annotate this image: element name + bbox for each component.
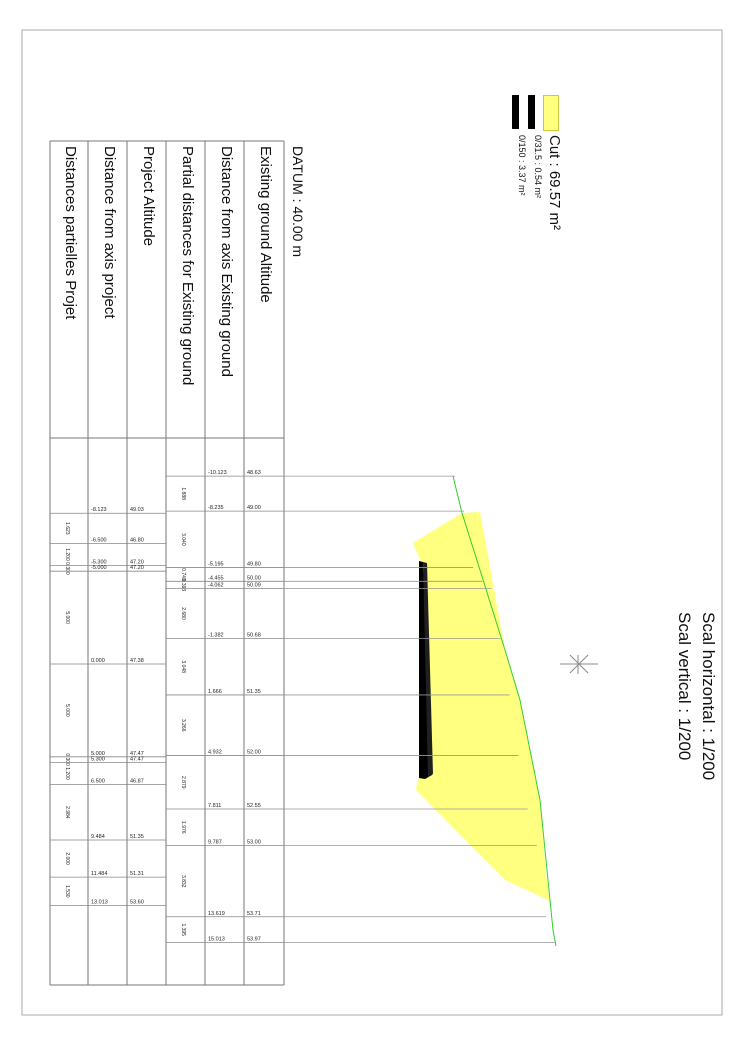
existing-altitude-value: 53.97 [247, 936, 261, 943]
project-distance-value: 5.000 [91, 750, 105, 757]
existing-altitude-value: 52.55 [247, 802, 261, 809]
existing-distance-value: -1.382 [208, 632, 224, 639]
project-partial-value: 5.000 [64, 611, 70, 624]
existing-partial-value: 3.832 [180, 874, 186, 888]
existing-altitude-value: 50.68 [247, 632, 261, 639]
project-altitude-value: 47.38 [130, 658, 144, 664]
project-partial-value: 1.530 [64, 885, 70, 898]
project-distance-value: -8.123 [91, 507, 107, 514]
existing-partial-value: 2.680 [180, 607, 186, 620]
row-label-existing-partial: Partial distances for Existing ground [179, 146, 196, 386]
existing-partial-value: 3.048 [180, 660, 186, 673]
existing-partial-value: 3.266 [180, 718, 186, 732]
layer2-swatch [512, 95, 519, 129]
existing-distance-value: -10.123 [208, 470, 227, 477]
project-altitude-value: 46.80 [130, 537, 144, 544]
row-label-project-altitude: Project Altitude [140, 146, 157, 247]
existing-partial-value: 0.393 [180, 578, 186, 592]
scale-title [672, 612, 720, 780]
project-altitude-value: 47.47 [130, 756, 144, 763]
row-label-existing-distance: Distance from axis Existing ground [218, 146, 235, 377]
existing-distance-value: 1.666 [208, 688, 222, 695]
existing-altitude-value: 53.71 [247, 910, 261, 917]
existing-distance-value: -8.235 [208, 505, 224, 512]
project-distance-value: 0.000 [91, 658, 105, 664]
project-partial-value: 5.000 [64, 704, 70, 717]
project-partial-value: 1.200 [64, 767, 70, 780]
existing-distance-value: 13.619 [208, 910, 225, 917]
existing-distance-value: -4.062 [208, 582, 224, 589]
project-altitude-value: 51.31 [130, 871, 144, 878]
existing-partial-value: 0.740 [180, 568, 186, 581]
scale-vertical: Scal vertical : 1/200 [675, 612, 694, 761]
existing-altitude-value: 50.09 [247, 582, 261, 589]
existing-partial-value: 1.395 [180, 923, 186, 936]
layer1-swatch [528, 95, 535, 129]
datum-label: DATUM : 40.00 m [290, 146, 306, 257]
existing-distance-value: 4.932 [208, 749, 222, 756]
project-altitude-value: 47.20 [130, 559, 144, 566]
existing-distance-value: -4.455 [208, 575, 224, 582]
existing-partial-value: 1.976 [180, 821, 186, 834]
existing-partial-value: 1.888 [180, 487, 186, 500]
project-partial-value: 2.984 [64, 806, 70, 819]
project-distance-value: -5.300 [91, 559, 107, 566]
project-partial-value: 1.200 [64, 548, 70, 561]
existing-altitude-value: 51.35 [247, 688, 261, 695]
project-distance-value: 5.300 [91, 756, 105, 763]
existing-altitude-value: 53.00 [247, 839, 261, 846]
project-altitude-value: 46.87 [130, 778, 144, 785]
project-distance-value: 6.500 [91, 778, 105, 785]
project-distance-value: -6.500 [91, 537, 107, 544]
project-distance-value: 9.484 [91, 834, 105, 841]
layer1-label: 0/31.5 : 0.54 m² [533, 135, 543, 199]
existing-altitude-value: 52.00 [247, 749, 261, 756]
scale-horizontal: Scal horizontal : 1/200 [699, 612, 718, 781]
project-altitude-value: 51.35 [130, 834, 144, 841]
cut-label: Cut : 69.57 m² [546, 135, 563, 231]
cut-swatch [543, 95, 559, 131]
existing-altitude-value: 48.63 [247, 470, 261, 477]
project-altitude-value: 49.03 [130, 507, 144, 514]
project-distance-value: 13.013 [91, 899, 108, 906]
existing-partial-value: 2.879 [180, 775, 186, 789]
existing-altitude-value: 49.00 [247, 505, 261, 512]
project-partial-value: 0.300 [64, 562, 70, 575]
row-label-project-partial: Distances partielles Projet [62, 146, 79, 320]
project-distance-value: -5.000 [91, 565, 107, 572]
project-partial-value: 1.623 [64, 522, 70, 535]
project-altitude-value: 53.60 [130, 899, 144, 906]
row-label-existing-altitude: Existing ground Altitude [257, 146, 274, 303]
existing-distance-value: 7.811 [208, 802, 222, 809]
project-altitude-value: 47.47 [130, 750, 144, 757]
layer2-label: 0/150 : 3.37 m² [517, 135, 527, 196]
existing-altitude-value: 50.00 [247, 575, 261, 582]
project-altitude-value: 47.20 [130, 565, 144, 572]
existing-altitude-value: 49.80 [247, 561, 261, 568]
project-distance-value: 11.484 [91, 871, 108, 878]
axis-symbol [560, 655, 598, 674]
existing-partial-value: 3.040 [180, 533, 186, 546]
project-partial-value: 2.000 [64, 852, 70, 865]
row-label-project-distance: Distance from axis project [101, 146, 118, 319]
existing-distance-value: -5.195 [208, 561, 224, 568]
project-partial-value: 0.300 [64, 753, 70, 766]
existing-distance-value: 9.787 [208, 839, 222, 846]
existing-distance-value: 15.013 [208, 936, 225, 943]
